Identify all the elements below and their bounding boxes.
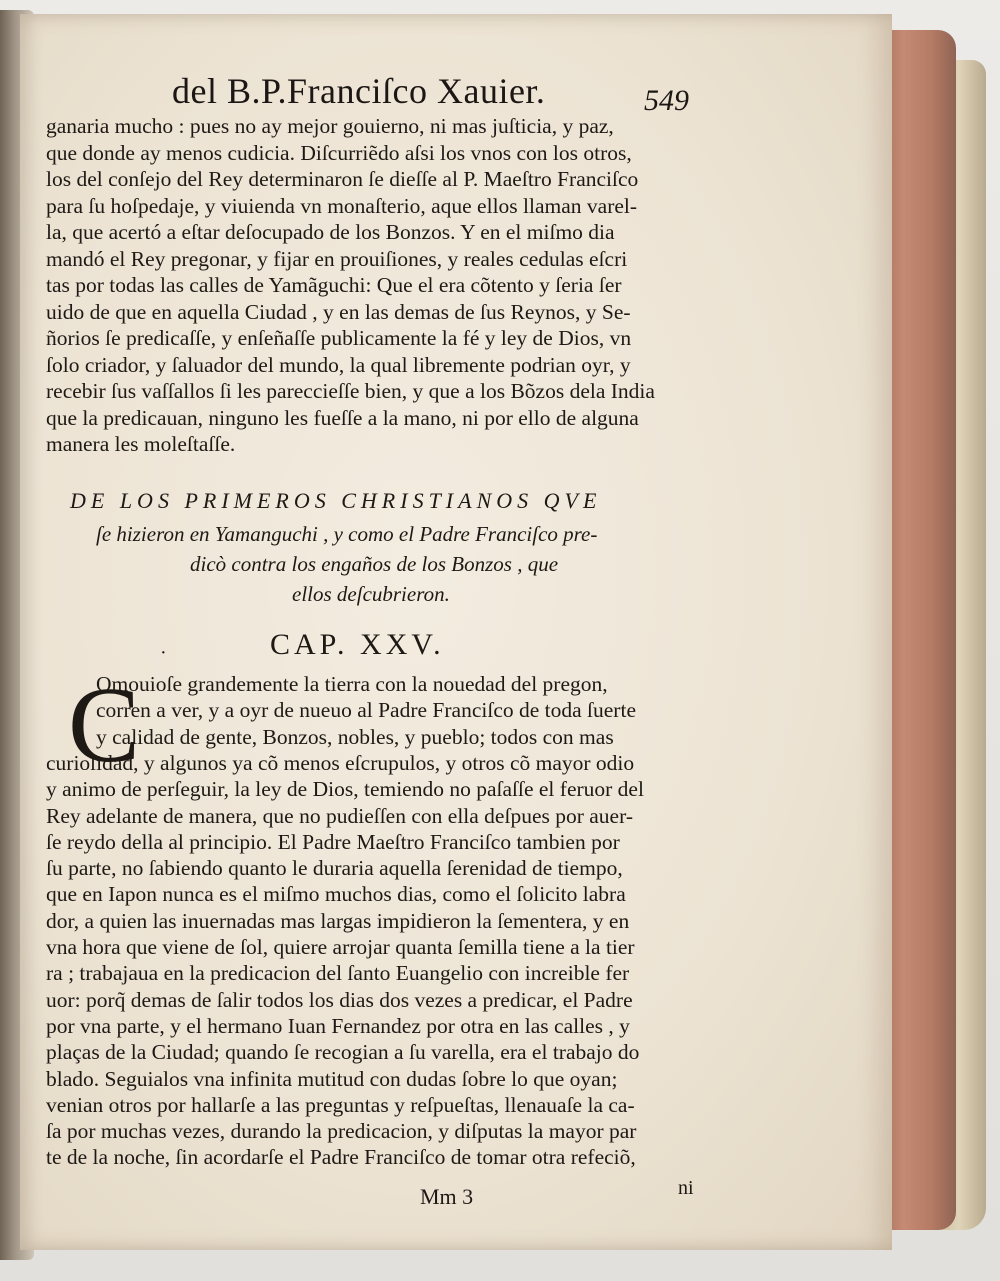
- book-page: [20, 14, 892, 1250]
- running-head: del B.P.Franciſco Xauier.: [172, 71, 546, 111]
- text-line: Omouioſe grandemente la tierra con la nouedad del pregon,: [96, 672, 608, 696]
- catchword: ni: [678, 1177, 694, 1199]
- drop-cap: C: [68, 666, 141, 785]
- text-line: manera les moleſtaſſe.: [46, 432, 236, 456]
- text-line: blado. Seguialos vna infinita mutitud con dudas ſobre lo que oyan;: [46, 1066, 618, 1091]
- text-line: uor: porq̃ demas de ſalir todos los dias dos vezes a predicar, el Padre: [46, 987, 633, 1012]
- text-line: que donde ay menos cudicia. Diſcurriẽdo aſsi los vnos con los otros,: [46, 140, 632, 165]
- text-line: y calidad de gente, Bonzos, nobles, y pueblo; todos con mas: [96, 724, 614, 749]
- text-line: ra ; trabajaua en la predicacion del ſanto Euangelio con increible fer: [46, 961, 630, 986]
- text-line: y animo de perſeguir, la ley de Dios, temiendo no paſaſſe el feruor del: [46, 777, 644, 802]
- text-line: te de la noche, ſin acordarſe el Padre Franciſco de tomar otra refeciõ,: [46, 1145, 636, 1170]
- text-line: ſolo criador, y ſaluador del mundo, la qual libremente podrian oyr, y: [46, 352, 631, 377]
- text-line: para ſu hoſpedaje, y viuienda vn monaſterio, aque ellos llaman varel-: [46, 193, 638, 218]
- text-line: que en Iapon nunca es el miſmo muchos dias, como el ſolicito labra: [46, 882, 626, 907]
- text-line: uido de que en aquella Ciudad , y en las demas de ſus Reynos, y Se-: [46, 299, 631, 324]
- ornament-dot: ·: [160, 642, 167, 664]
- text-line: los del conſejo del Rey determinaron ſe dieſſe al P. Maeſtro Franciſco: [46, 167, 639, 191]
- text-line: ñorios ſe predicaſſe, y enſeñaſſe publicamente la fé y ley de Dios, vn: [46, 326, 632, 350]
- chapter-number: CAP. XXV.: [270, 628, 445, 661]
- heading-line-2: ſe hizieron en Yamanguchi , y como el Padre Franciſco pre-: [96, 522, 598, 546]
- heading-line-3: dicò contra los engaños de los Bonzos , que: [190, 552, 559, 576]
- text-line: vna hora que viene de ſol, quiere arrojar quanta ſemilla tiene a la tier: [46, 935, 635, 959]
- text-line: que la predicauan, ninguno les fueſſe a la mano, ni por ello de alguna: [46, 405, 639, 430]
- text-line: venian otros por hallarſe a las preguntas y reſpueſtas, llenauaſe la ca-: [46, 1092, 635, 1117]
- text-line: curioſidad, y algunos ya cõ menos eſcrupulos, y otros cõ mayor odio: [46, 750, 635, 775]
- text-line: corren a ver, y a oyr de nueuo al Padre Franciſco de toda ſuerte: [96, 698, 636, 723]
- text-line: ſa por muchas vezes, durando la predicacion, y diſputas la mayor par: [46, 1119, 637, 1144]
- text-line: ſu parte, no ſabiendo quanto le duraria aquella ſerenidad de tiempo,: [46, 856, 623, 881]
- text-line: ſe reydo della al principio. El Padre Maeſtro Franciſco tambien por: [46, 829, 620, 854]
- signature-mark: Mm 3: [420, 1184, 474, 1209]
- heading-line-4: ellos deſcubrieron.: [292, 582, 450, 606]
- heading-line-1: DE LOS PRIMEROS CHRISTIANOS QVE: [70, 488, 602, 513]
- text-line: la, que acertó a eſtar deſocupado de los Bonzos. Y en el miſmo dia: [46, 220, 615, 244]
- text-line: plaças de la Ciudad; quando ſe recogian a ſu varella, era el trabajo do: [46, 1040, 640, 1065]
- text-line: Rey adelante de manera, que no pudieſſen con ella deſpues por auer-: [46, 803, 633, 828]
- page-number: 549: [644, 84, 689, 117]
- text-line: ganaria mucho : pues no ay mejor gouierno, ni mas juſticia, y paz,: [46, 114, 614, 138]
- text-line: tas por todas las calles de Yamãguchi: Que el era cõtento y ſeria ſer: [46, 273, 622, 297]
- text-line: recebir ſus vaſſallos ſi les pareccieſſe bien, y que a los Bõzos dela India: [46, 379, 655, 403]
- text-line: mandó el Rey pregonar, y fijar en prouiſiones, y reales cedulas eſcri: [46, 246, 628, 271]
- text-line: dor, a quien las inuernadas mas largas impidieron la ſementera, y en: [46, 908, 630, 933]
- text-line: por vna parte, y el hermano Iuan Fernandez por otra en las calles , y: [46, 1013, 630, 1038]
